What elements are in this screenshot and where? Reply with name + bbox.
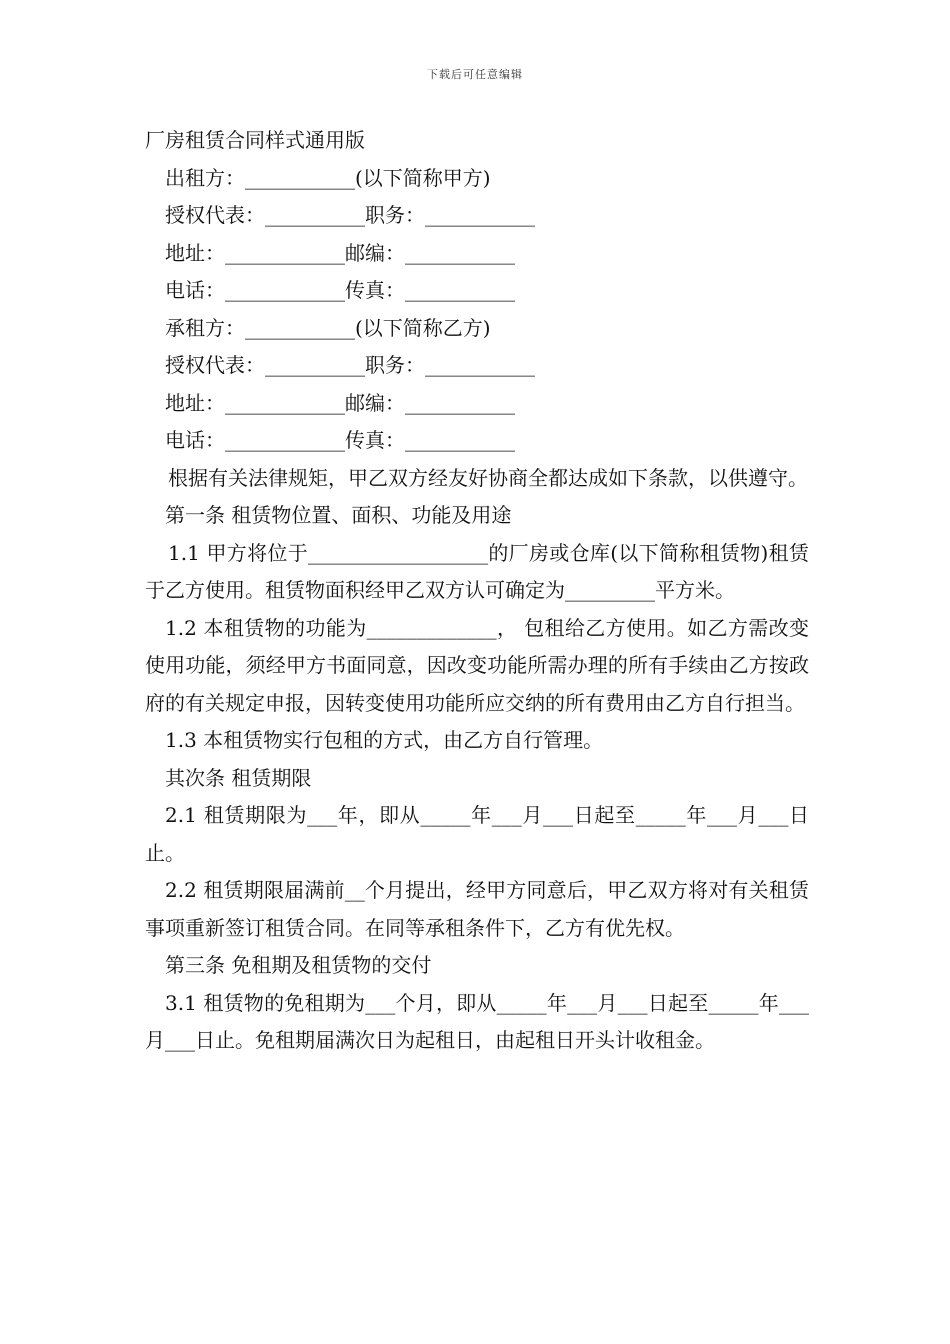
lessor-address-line: 地址：____________邮编：___________ — [165, 240, 515, 265]
lessor-rep-line: 授权代表：__________职务：___________ — [165, 203, 535, 227]
clause-2-2: 2.2 租赁期限届满前__个月提出，经甲方同意后，甲乙双方将对有关租赁事项重新签订租赁合同。在同等承租条件下，乙方有优先权。 — [145, 878, 809, 940]
clause-3-1: 3.1 租赁物的免租期为___个月，即从_____年___月___日起至_____年___月___日止。免租期届满次日为起租日，由起租日开头计收租金。 — [145, 990, 809, 1052]
clause-1-1: 1.1 甲方将位于__________________的厂房或仓库(以下简称租赁物)租赁于乙方使用。租赁物面积经甲乙双方认可确定为_________平方米。 — [145, 540, 809, 602]
header-note: 下载后可任意编辑 — [427, 68, 523, 81]
article-3-heading: 第三条 免租期及租赁物的交付 — [165, 953, 432, 977]
article-1-heading: 第一条 租赁物位置、面积、功能及用途 — [165, 503, 512, 527]
lessee-rep-line: 授权代表：__________职务：___________ — [165, 353, 535, 377]
preamble-paragraph: 根据有关法律规矩，甲乙双方经友好协商全都达成如下条款，以供遵守。 — [168, 465, 808, 490]
lessor-phone-line: 电话：____________传真：___________ — [165, 278, 515, 302]
article-2-heading: 其次条 租赁期限 — [165, 765, 312, 790]
clause-1-2: 1.2 本租赁物的功能为_____________， 包租给乙方使用。如乙方需改变使用功能，须经甲方书面同意，因改变功能所需办理的所有手续由乙方按政府的有关规定申报，因转变使用功能所应交纳的所有费用由乙方自行担当。 — [145, 615, 809, 715]
lessee-line: 承租方：___________(以下简称乙方) — [165, 315, 491, 340]
lessee-address-line: 地址：____________邮编：___________ — [165, 390, 515, 415]
document-title: 厂房租赁合同样式通用版 — [145, 128, 365, 152]
clause-1-3: 1.3 本租赁物实行包租的方式，由乙方自行管理。 — [165, 728, 604, 752]
clause-2-1: 2.1 租赁期限为___年，即从_____年___月___日起至_____年___月___日止。 — [145, 803, 809, 865]
contract-body — [145, 122, 809, 1060]
lessee-phone-line: 电话：____________传真：___________ — [165, 428, 515, 452]
lessor-line: 出租方：___________(以下简称甲方) — [165, 165, 491, 190]
